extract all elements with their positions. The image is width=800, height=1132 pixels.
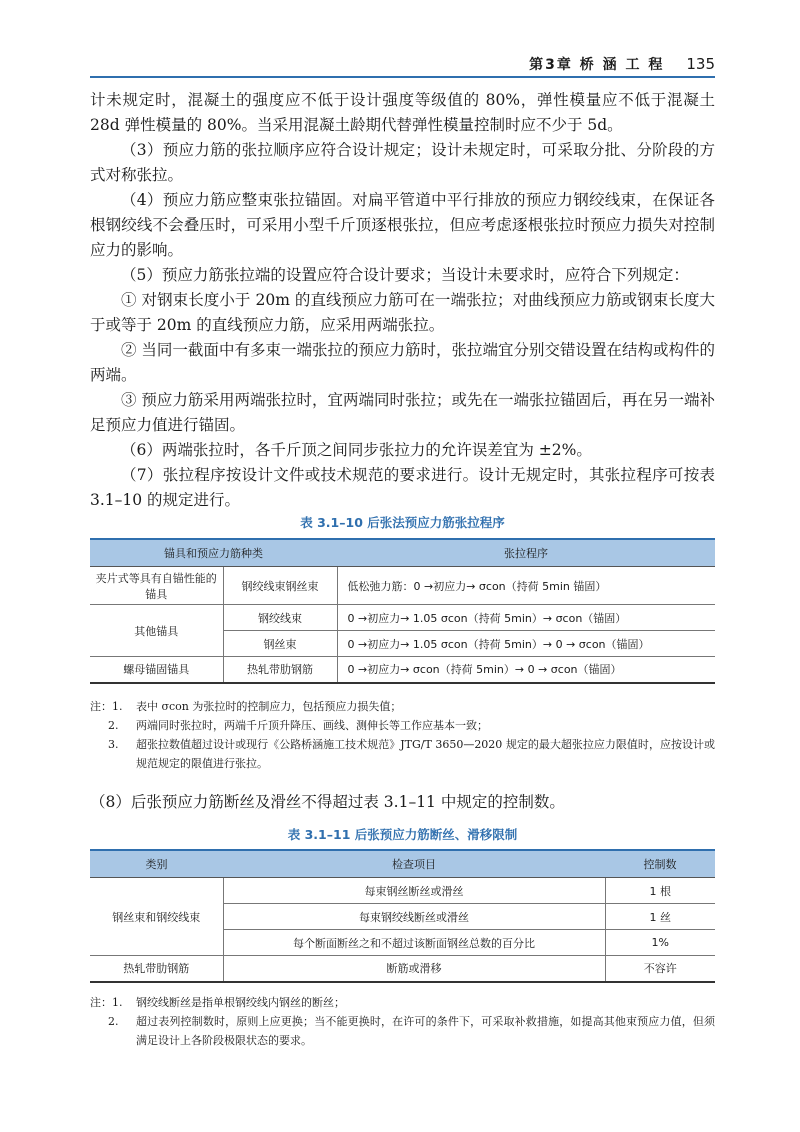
note-row <box>90 697 715 716</box>
paragraph: 计未规定时，混凝土的强度应不低于设计强度等级值的 80%，弹性模量应不低于混凝土 28d 弹性模量的 80%。当采用混凝土龄期代替弹性模量控制时应不少于 5d。 <box>90 91 715 134</box>
table2-title: 表 3.1–11 后张预应力筋断丝、滑移限制 <box>287 827 518 842</box>
table1-cell: 钢绞线束钢丝束 <box>223 567 337 605</box>
table-tensioning-procedure <box>90 538 715 684</box>
table1-cell: 钢丝束 <box>223 631 337 657</box>
table2-cell: 1 丝 <box>605 904 715 930</box>
note-label: 3. <box>108 738 119 751</box>
table2-cell: 热轧带肋钢筋 <box>90 956 223 982</box>
chapter-title: 第3章 桥 涵 工 程 <box>529 57 665 73</box>
paragraph: （7）张拉程序按设计文件或技术规范的要求进行。设计无规定时，其张拉程序可按表 3.1–10 的规定进行。 <box>90 466 715 509</box>
table1-cell: 螺母锚固锚具 <box>90 657 223 683</box>
note-text: 超过表列控制数时，原则上应更换；当不能更换时，在许可的条件下，可采取补救措施，如提高其他束预应力值，但须满足设计上各阶段极限状态的要求。 <box>136 1015 715 1047</box>
table2-cell: 每束钢绞线断丝或滑丝 <box>223 904 605 930</box>
paragraph: ① 对钢束长度小于 20m 的直线预应力筋可在一端张拉；对曲线预应力筋或钢束长度大于或等于 20m 的直线预应力筋，应采用两端张拉。 <box>90 291 715 334</box>
table2-cell: 每束钢丝断丝或滑丝 <box>223 878 605 904</box>
note-row <box>90 716 715 735</box>
table-wire-break-limits <box>90 849 715 983</box>
table1-cell: 夹片式等具有自锚性能的锚具 <box>90 567 223 605</box>
table1-cell: 其他锚具 <box>90 605 223 657</box>
paragraph: （5）预应力筋张拉端的设置应符合设计要求；当设计未要求时，应符合下列规定： <box>121 266 689 284</box>
table2-notes <box>90 993 715 1050</box>
note-row <box>90 735 715 773</box>
table1-cell: 0 →初应力→ 1.05 σcon（持荷 5min）→ 0 → σcon（锚固） <box>337 631 715 657</box>
note-text: 超张拉数值超过设计或现行《公路桥涵施工技术规范》JTG/T 3650—2020 规定的最大超张拉应力限值时，应按设计或规范规定的限值进行张拉。 <box>136 738 715 770</box>
note-label: 注：1. <box>90 996 123 1009</box>
table2-header-limit: 控制数 <box>605 850 715 878</box>
table2-cell: 1% <box>605 930 715 956</box>
note-text: 表中 σcon 为张拉时的控制应力，包括预应力损失值； <box>136 700 402 713</box>
table2-cell: 不容许 <box>605 956 715 982</box>
note-row <box>90 1012 715 1050</box>
paragraph: （3）预应力筋的张拉顺序应符合设计规定；设计未规定时，可采取分批、分阶段的方式对称张拉。 <box>90 141 715 184</box>
paragraph: ② 当同一截面中有多束一端张拉的预应力筋时，张拉端宜分别交错设置在结构或构件的两端。 <box>90 341 715 384</box>
table1-cell: 热轧带肋钢筋 <box>223 657 337 683</box>
table1-cell: 低松弛力筋：0 →初应力→ σcon（持荷 5min 锚固） <box>337 567 715 605</box>
table1-header-procedure: 张拉程序 <box>337 539 715 567</box>
table1-title: 表 3.1–10 后张法预应力筋张拉程序 <box>300 515 505 530</box>
table1-header-anchor: 锚具和预应力筋种类 <box>90 539 337 567</box>
paragraph: （6）两端张拉时，各千斤顶之间同步张拉力的允许误差宜为 ±2%。 <box>121 441 592 459</box>
note-label: 注：1. <box>90 700 123 713</box>
note-text: 钢绞线断丝是指单根钢绞线内钢丝的断丝； <box>136 996 345 1009</box>
note-label: 2. <box>108 719 119 732</box>
table2-cell: 1 根 <box>605 878 715 904</box>
paragraph-8: （8）后张预应力筋断丝及滑丝不得超过表 3.1–11 中规定的控制数。 <box>90 793 565 811</box>
page-header <box>90 52 715 78</box>
paragraph: （4）预应力筋应整束张拉锚固。对扁平管道中平行排放的预应力钢绞线束，在保证各根钢绞线不会叠压时，可采用小型千斤顶逐根张拉，但应考虑逐根张拉时预应力损失对控制应力的影响。 <box>90 191 715 259</box>
table1-notes <box>90 697 715 773</box>
table1-cell: 钢绞线束 <box>223 605 337 631</box>
paragraph: ③ 预应力筋采用两端张拉时，宜两端同时张拉；或先在一端张拉锚固后，再在另一端补足预应力值进行锚固。 <box>90 391 715 434</box>
table1-cell: 0 →初应力→ 1.05 σcon（持荷 5min）→ σcon（锚固） <box>337 605 715 631</box>
table2-cell: 断筋或滑移 <box>223 956 605 982</box>
note-text: 两端同时张拉时，两端千斤顶升降压、画线、测伸长等工作应基本一致； <box>136 719 488 732</box>
table2-cell: 钢丝束和钢绞线束 <box>90 878 223 956</box>
page-number: 135 <box>686 55 715 73</box>
table1-cell: 0 →初应力→ σcon（持荷 5min）→ 0 → σcon（锚固） <box>337 657 715 683</box>
table2-header-item: 检查项目 <box>223 850 605 878</box>
note-row <box>90 993 715 1012</box>
note-label: 2. <box>108 1015 119 1028</box>
table2-header-category: 类别 <box>90 850 223 878</box>
body-text <box>90 88 715 513</box>
table2-cell: 每个断面断丝之和不超过该断面钢丝总数的百分比 <box>223 930 605 956</box>
